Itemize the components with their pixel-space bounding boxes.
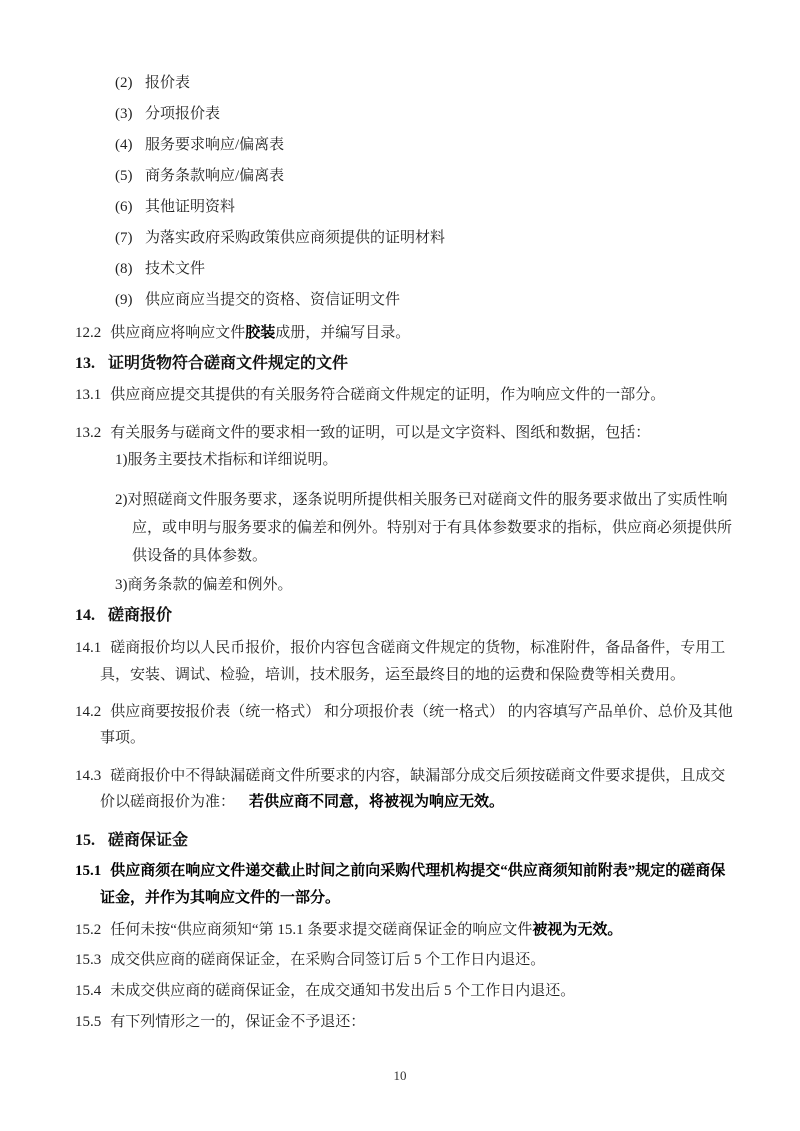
clause-number: 15.5	[75, 1014, 102, 1030]
clause-12-2	[75, 318, 734, 348]
section-heading-13	[75, 348, 734, 379]
clause-bold-text: 被视为无效。	[532, 922, 623, 938]
clause-bold-text: 若供应商不同意，将被视为响应无效。	[249, 794, 505, 810]
clause-number: 12.2	[75, 325, 102, 341]
clause-number: 14.3	[75, 768, 102, 784]
list-item-text: 供应商应当提交的资格、资信证明文件	[145, 292, 401, 308]
clause-number: 13.2	[75, 425, 102, 441]
clause-15-1	[75, 858, 734, 912]
list-item	[115, 192, 734, 223]
section-heading-14	[75, 600, 734, 631]
list-item	[115, 68, 734, 99]
list-item-number: (8)	[115, 261, 133, 277]
clause-number: 14.1	[75, 640, 102, 656]
subclause-13-2-2: 2)对照磋商文件服务要求，逐条说明所提供相关服务已对磋商文件的服务要求做出了实质性响应，或申明与服务要求的偏差和例外。特别对于有具体参数要求的指标，供应商必须提供所供设备的具体参数。	[115, 492, 733, 564]
clause-13-1	[75, 379, 734, 411]
list-item-text: 商务条款响应/偏离表	[145, 168, 285, 184]
submission-document-list	[75, 68, 734, 316]
clause-text: 供应商应将响应文件	[110, 325, 246, 341]
clause-14-3	[75, 763, 734, 815]
clause-number: 15.1	[75, 863, 102, 879]
list-item-number: (3)	[115, 106, 133, 122]
list-item-text: 分项报价表	[145, 106, 221, 122]
clause-number: 13.1	[75, 387, 102, 403]
clause-13-2	[75, 419, 734, 447]
clause-number: 15.4	[75, 983, 102, 999]
list-item-number: (5)	[115, 168, 133, 184]
clause-14-1	[75, 635, 734, 689]
clause-text: 未成交供应商的磋商保证金，在成交通知书发出后 5 个工作日内退还。	[110, 983, 576, 999]
list-item	[115, 99, 734, 130]
clause-14-2	[75, 699, 734, 751]
clause-15-5	[75, 1007, 734, 1038]
list-item-number: (2)	[115, 75, 133, 91]
clause-bold-text: 胶装	[245, 325, 276, 341]
list-item	[115, 161, 734, 192]
clause-text: 有关服务与磋商文件的要求相一致的证明，可以是文字资料、图纸和数据，包括：	[110, 425, 651, 441]
list-item-number: (9)	[115, 292, 133, 308]
section-title: 磋商报价	[108, 607, 173, 624]
list-item-number: (4)	[115, 137, 133, 153]
section-title: 证明货物符合磋商文件规定的文件	[108, 355, 349, 372]
subclause-13-2-1: 1)服务主要技术指标和详细说明。	[115, 452, 338, 468]
page-number: 10	[393, 1068, 407, 1083]
clause-15-4	[75, 976, 734, 1007]
list-item-number: (6)	[115, 199, 133, 215]
list-item	[115, 223, 734, 254]
subclause-13-2-3: 3)商务条款的偏差和例外。	[115, 577, 293, 593]
list-item-text: 为落实政府采购政策供应商须提供的证明材料	[145, 230, 446, 246]
clause-text: 供应商应提交其提供的有关服务符合磋商文件规定的证明，作为响应文件的一部分。	[110, 387, 666, 403]
list-item-text: 技术文件	[145, 261, 206, 277]
list-item-number: (7)	[115, 230, 133, 246]
clause-text: 成册，并编写目录。	[275, 325, 411, 341]
list-item	[115, 130, 734, 161]
section-number: 13.	[75, 355, 95, 372]
list-item-text: 其他证明资料	[145, 199, 236, 215]
clause-text: 磋商报价中不得缺漏磋商文件所要求的内容，缺漏部分成交后须按磋商文件要求提供，且成交价以磋商报价为准：	[100, 768, 726, 810]
list-item-text: 服务要求响应/偏离表	[145, 137, 285, 153]
clause-text: 供应商要按报价表（统一格式） 和分项报价表（统一格式） 的内容填写产品单价、总价及其他事项。	[100, 704, 733, 746]
list-item-text: 报价表	[145, 75, 191, 91]
clause-number: 14.2	[75, 704, 102, 720]
clause-text: 供应商须在响应文件递交截止时间之前向采购代理机构提交“供应商须知前附表”规定的磋商保证金，并作为其响应文件的一部分。	[100, 863, 726, 906]
section-title: 磋商保证金	[108, 832, 189, 849]
clause-text: 成交供应商的磋商保证金，在采购合同签订后 5 个工作日内退还。	[110, 952, 546, 968]
section-number: 15.	[75, 832, 95, 849]
clause-15-2	[75, 916, 734, 945]
clause-text: 磋商报价均以人民币报价，报价内容包含磋商文件规定的货物，标准附件，备品备件，专用工具，安装、调试、检验，培训，技术服务，运至最终目的地的运费和保险费等相关费用。	[100, 640, 726, 683]
section-number: 14.	[75, 607, 95, 624]
clause-15-3	[75, 945, 734, 976]
clause-text: 任何未按“供应商须知“第 15.1 条要求提交磋商保证金的响应文件	[110, 922, 533, 938]
clause-number: 15.2	[75, 922, 102, 938]
list-item	[115, 254, 734, 285]
clause-text: 有下列情形之一的，保证金不予退还：	[110, 1014, 366, 1030]
clause-number: 15.3	[75, 952, 102, 968]
list-item	[115, 285, 734, 316]
section-heading-15	[75, 825, 734, 856]
